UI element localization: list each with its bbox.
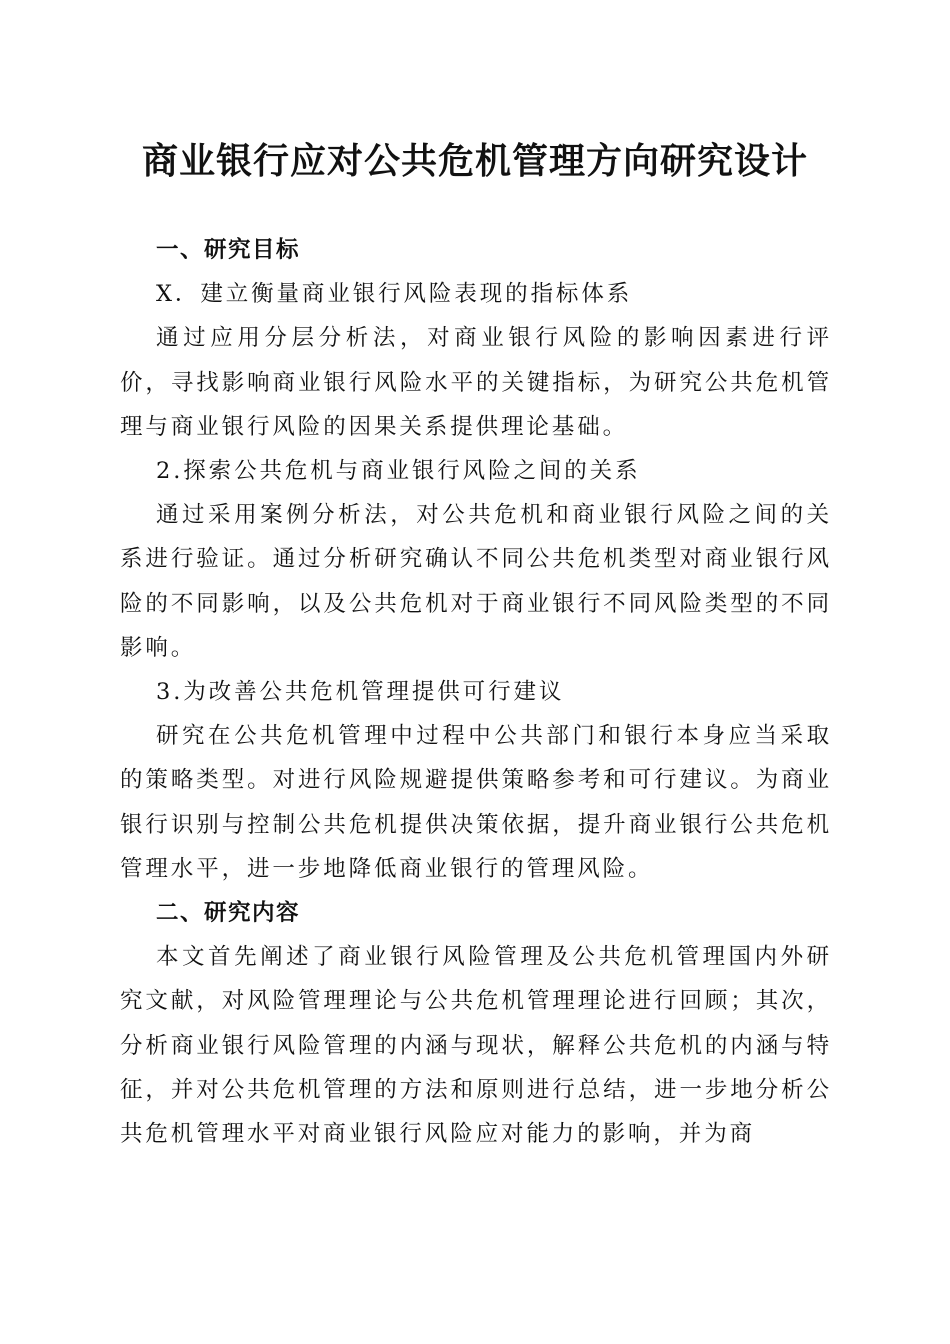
paragraph-research-content: 本文首先阐述了商业银行风险管理及公共危机管理国内外研究文献，对风险管理理论与公共危机管理理论进行回顾；其次，分析商业银行风险管理的内涵与现状，解释公共危机的内涵与特征，并对公共危机管理的方法和原则进行总结，进一步地分析公共危机管理水平对商业银行风险应对能力的影响，并为商 — [120, 944, 832, 1148]
subheading-indicator-system: X．建立衡量商业银行风险表现的指标体系 — [156, 281, 633, 308]
document-body — [120, 228, 832, 1156]
document-title: 商业银行应对公共危机管理方向研究设计 — [141, 140, 808, 182]
paragraph-indicator-system: 通过应用分层分析法，对商业银行风险的影响因素进行评价，寻找影响商业银行风险水平的关键指标，为研究公共危机管理与商业银行风险的因果关系提供理论基础。 — [120, 325, 832, 440]
subheading-crisis-risk-relation: 2.探索公共危机与商业银行风险之间的关系 — [156, 458, 641, 485]
section-heading-research-content: 二、研究内容 — [156, 900, 301, 927]
paragraph-feasible-suggestions: 研究在公共危机管理中过程中公共部门和银行本身应当采取的策略类型。对进行风险规避提供策略参考和可行建议。为商业银行识别与控制公共危机提供决策依据，提升商业银行公共危机管理水平，进一步地降低商业银行的管理风险。 — [120, 723, 832, 882]
subheading-feasible-suggestions: 3.为改善公共危机管理提供可行建议 — [156, 679, 565, 706]
paragraph-crisis-risk-relation: 通过采用案例分析法，对公共危机和商业银行风险之间的关系进行验证。通过分析研究确认不同公共危机类型对商业银行风险的不同影响，以及公共危机对于商业银行不同风险类型的不同影响。 — [120, 502, 832, 661]
section-heading-research-goals: 一、研究目标 — [156, 237, 301, 263]
